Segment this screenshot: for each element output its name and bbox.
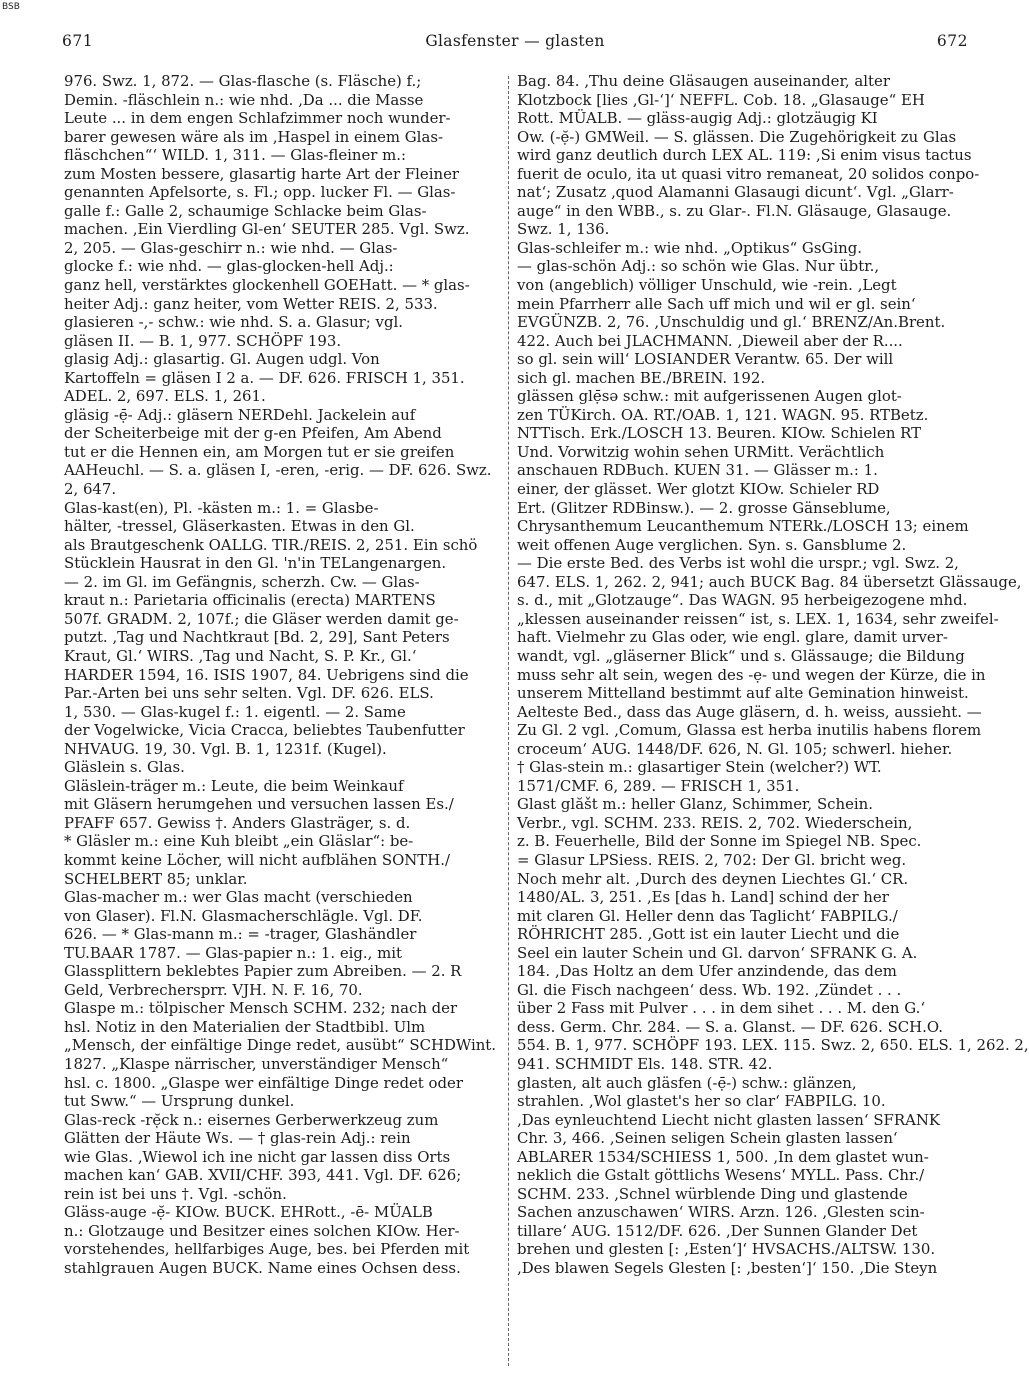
text-line: NHVAUG. 19, 30. Vgl. B. 1, 1231f. (Kugel). (64, 739, 387, 758)
text-line: fläschchen“‘ WILD. 1, 311. — Glas-fleiner m.: (64, 146, 407, 165)
text-line: der Scheiterbeige mit der g-en Pfeifen, Am Abend (64, 424, 442, 443)
text-line: glasieren -,- schw.: wie nhd. S. a. Glasur; vgl. (64, 313, 403, 332)
text-line: unserem Mittelland bestimmt auf alte Gemination hinweist. (517, 684, 969, 703)
text-line: Glätten der Häute Ws. — † glas-rein Adj.: rein (64, 1129, 411, 1148)
text-line: Glas-schleifer m.: wie nhd. „Optikus“ GsGing. (517, 238, 862, 257)
page-header (62, 32, 968, 56)
text-line: zum Mosten bessere, glasartig harte Art der Fleiner (64, 164, 460, 183)
text-line: s. d., mit „Glotzauge“. Das WAGN. 95 herbeigezogene mhd. (517, 591, 968, 610)
text-line: ‚Des blawen Segels Glesten [: ‚besten‘]‘ 150. ‚Die Steyn (517, 1259, 938, 1277)
text-line: Glas-macher m.: wer Glas macht (verschieden (64, 888, 413, 907)
text-line: — glas-schön Adj.: so schön wie Glas. Nur übtr., (517, 257, 880, 276)
text-line: glasig Adj.: glasartig. Gl. Augen udgl. Von (64, 350, 380, 369)
text-line: machen kan‘ GAB. XVII/CHF. 393, 441. Vgl. DF. 626; (64, 1166, 462, 1185)
text-line: mein Pfarrherr alle Sach uff mich und wil er gl. sein‘ (517, 294, 916, 313)
text-line: Ow. (-ẹ̆-) GMWeil. — S. glässen. Die Zugehörigkeit zu Glas (517, 127, 957, 146)
text-line: RÖHRICHT 285. ‚Gott ist ein lauter Liecht und die (517, 925, 900, 944)
text-line: NTTisch. Erk./LOSCH 13. Beuren. KIOw. Schielen RT (517, 424, 922, 443)
text-line: Swz. 1, 136. (517, 220, 610, 239)
text-line: genannten Apfelsorte, s. Fl.; opp. lucker Fl. — Glas- (64, 183, 456, 202)
text-line: Klotzbock [lies ‚Gl-‘]‘ NEFFL. Cob. 18. „Glasauge“ EH (517, 90, 925, 109)
right-column (517, 72, 1029, 1278)
text-line: von (angeblich) völliger Unschuld, wie -rein. ‚Legt (517, 276, 897, 295)
text-line: 1, 530. — Glas-kugel f.: 1. eigentl. — 2. Same (64, 702, 406, 721)
text-line: mit Gläsern herumgehen und versuchen lassen Es./ (64, 795, 454, 814)
text-line: nat‘; Zusatz ‚quod Alamanni Glasaugi dicunt‘. Vgl. „Glarr- (517, 183, 954, 202)
text-line: glocke f.: wie nhd. — glas-glocken-hell Adj.: (64, 257, 394, 276)
text-line: so gl. sein will‘ LOSIANDER Verantw. 65. Der will (517, 350, 894, 369)
text-line: Und. Vorwitzig wohin sehen URMitt. Verächtlich (517, 442, 885, 461)
text-line: Geld, Verbrechersprr. VJH. N. F. 16, 70. (64, 980, 363, 999)
text-line: neklich die Gstalt göttlichs Wesens‘ MYLL. Pass. Chr./ (517, 1166, 925, 1185)
text-line: mit claren Gl. Heller denn das Taglicht‘ FABPILG./ (517, 906, 898, 925)
text-line: ganz hell, verstärktes glockenhell GOEHatt. — * glas- (64, 276, 470, 295)
text-line: 2, 647. (64, 480, 117, 499)
text-line: SCHELBERT 85; unklar. (64, 869, 248, 888)
text-line: hälter, -tressel, Gläserkasten. Etwas in den Gl. (64, 517, 415, 536)
text-line: „Mensch, der einfältige Dinge redet, ausübt“ SCHDWint. (64, 1036, 497, 1055)
text-line: wie Glas. ‚Wiewol ich ine nicht gar lassen diss Orts (64, 1147, 451, 1166)
text-line: 1480/AL. 3, 251. ‚Es [das h. Land] schind der her (517, 888, 889, 907)
text-line: ADEL. 2, 697. ELS. 1, 261. (64, 387, 266, 406)
text-line: n.: Glotzauge und Besitzer eines solchen KIOw. Her- (64, 1221, 460, 1240)
text-line: barer gewesen wäre als im ‚Haspel in einem Glas- (64, 127, 443, 146)
text-line: weit offenen Auge verglichen. Syn. s. Gansblume 2. (517, 535, 907, 554)
text-line: fuerit de oculo, ita ut quasi vitro remaneat, 20 solidos conpo- (517, 164, 980, 183)
text-line: PFAFF 657. Gewiss †. Anders Glasträger, s. d. (64, 813, 411, 832)
text-line: 2, 205. — Glas-geschirr n.: wie nhd. — Glas- (64, 238, 398, 257)
text-line: glasten, alt auch gläsfen (-ẹ̄-) schw.: glänzen, (517, 1073, 857, 1092)
text-line: Noch mehr alt. ‚Durch des deynen Liechtes Gl.‘ CR. (517, 869, 909, 888)
page-number-right: 672 (936, 32, 968, 50)
page-number-left: 671 (62, 32, 94, 50)
text-line: 1571/CMF. 6, 289. — FRISCH 1, 351. (517, 776, 800, 795)
text-line: brehen und glesten [: ‚Esten‘]‘ HVSACHS./ALTSW. 130. (517, 1240, 936, 1259)
text-line: galle f.: Galle 2, schaumige Schlacke beim Glas- (64, 201, 427, 220)
text-line: gläsen II. — B. 1, 977. SCHÖPF 193. (64, 331, 342, 350)
text-line: der Vogelwicke, Vicia Cracca, beliebtes Taubenfutter (64, 721, 465, 740)
text-line: Demin. -fläschlein n.: wie nhd. ‚Da ... die Masse (64, 90, 424, 109)
text-line: wandt, vgl. „gläserner Blick“ und s. Glässauge; die Bildung (517, 646, 965, 665)
text-line: z. B. Feuerhelle, Bild der Sonne im Spiegel NB. Spec. (517, 832, 922, 851)
text-line: über 2 Fass mit Pulver . . . in dem sihet . . . M. den G.‘ (517, 999, 926, 1018)
text-line: croceum‘ AUG. 1448/DF. 626, N. Gl. 105; schwerl. hieher. (517, 739, 953, 758)
text-line: Kartoffeln = gläsen I 2 a. — DF. 626. FRISCH 1, 351. (64, 368, 465, 387)
text-line: 1827. „Klaspe närrischer, unverständiger Mensch“ (64, 1054, 449, 1073)
text-line: hsl. c. 1800. „Glaspe wer einfältige Dinge redet oder (64, 1073, 463, 1092)
text-line: muss sehr alt sein, wegen des -ẹ- und wegen der Kürze, die in (517, 665, 986, 684)
text-line: — 2. im Gl. im Gefängnis, scherzh. Cw. — Glas- (64, 572, 420, 591)
text-line: Verbr., vgl. SCHM. 233. REIS. 2, 702. Wiederschein, (517, 813, 913, 832)
text-line: Glas-kast(en), Pl. -kästen m.: 1. = Glasbe- (64, 498, 379, 517)
text-line: kommt keine Löcher, will nicht aufblähen SONTH./ (64, 850, 450, 869)
text-line: Gl. die Fisch nachgeen‘ dess. Wb. 192. ‚Zündet . . . (517, 980, 902, 999)
text-line: Chr. 3, 466. ‚Seinen seligen Schein glasten lassen‘ (517, 1129, 898, 1148)
text-line: auge“ in den WBB., s. zu Glar-. Fl.N. Gläsauge, Glasauge. (517, 201, 952, 220)
text-line: dess. Germ. Chr. 284. — S. a. Glanst. — DF. 626. SCH.O. (517, 1017, 943, 1036)
column-divider (508, 76, 509, 1366)
text-line: hsl. Notiz in den Materialien der Stadtbibl. Ulm (64, 1017, 426, 1036)
text-line: Ert. (Glitzer RDBinsw.). — 2. grosse Gänseblume, (517, 498, 891, 517)
text-line: sich gl. machen BE./BREIN. 192. (517, 368, 766, 387)
text-line: Glassplittern beklebtes Papier zum Abreiben. — 2. R (64, 962, 462, 981)
text-line: 184. ‚Das Holtz an dem Ufer anzindende, das dem (517, 962, 897, 981)
text-line: TU.BAAR 1787. — Glas-papier n.: 1. eig., mit (64, 943, 402, 962)
text-line: vorstehendes, hellfarbiges Auge, bes. bei Pferden mit (64, 1240, 470, 1259)
text-line: 554. B. 1, 977. SCHÖPF 193. LEX. 115. Swz. 2, 650. ELS. 1, 262. 2, (517, 1036, 1029, 1055)
library-stamp: BSB (2, 2, 20, 12)
text-line: glässen glẹ̄sə schw.: mit aufgerissenen Augen glot- (517, 387, 902, 406)
text-line: Zu Gl. 2 vgl. ‚Comum, Glassa est herba inutilis habens florem (517, 721, 982, 740)
text-line: 941. SCHMIDT Els. 148. STR. 42. (517, 1054, 773, 1073)
text-line: Gläslein s. Glas. (64, 758, 185, 777)
text-line: gläsig -ẹ̄- Adj.: gläsern NERDehl. Jackelein auf (64, 405, 416, 424)
text-line: ABLARER 1534/SCHIESS 1, 500. ‚In dem glastet wun- (517, 1147, 929, 1166)
text-line: Leute ... in dem engen Schlafzimmer noch wunder- (64, 109, 451, 128)
text-line: tut Sww.“ — Ursprung dunkel. (64, 1092, 295, 1111)
text-line: haft. Vielmehr zu Glas oder, wie engl. glare, damit urver- (517, 628, 948, 647)
text-line: kraut n.: Parietaria officinalis (erecta) MARTENS (64, 591, 436, 610)
text-line: stahlgrauen Augen BUCK. Name eines Ochsen dess. (64, 1259, 461, 1277)
text-line: Gläslein-träger m.: Leute, die beim Weinkauf (64, 776, 404, 795)
text-line: Chrysanthemum Leucanthemum NTERk./LOSCH 13; einem (517, 517, 969, 536)
text-line: Glas-reck -rẹ̆ck n.: eisernes Gerberwerkzeug zum (64, 1110, 439, 1129)
text-line: 422. Auch bei JLACHMANN. ‚Dieweil aber der R.... (517, 331, 903, 350)
text-line: Glast glăšt m.: heller Glanz, Schimmer, Schein. (517, 795, 873, 814)
text-line: ‚Das eynleuchtend Liecht nicht glasten lassen‘ SFRANK (517, 1110, 940, 1129)
text-line: AAHeuchl. — S. a. gläsen I, -eren, -erig. — DF. 626. Swz. (64, 461, 492, 480)
text-line: Aelteste Bed., dass das Auge gläsern, d. h. weiss, aussieht. — (517, 702, 982, 721)
text-line: von Glaser). Fl.N. Glasmacherschlägle. Vgl. DF. (64, 906, 423, 925)
text-line: wird ganz deutlich durch LEX AL. 119: ‚Si enim visus tactus (517, 146, 972, 165)
text-line: als Brautgeschenk OALLG. TIR./REIS. 2, 251. Ein schö (64, 535, 478, 554)
text-line: tillare‘ AUG. 1512/DF. 626. ‚Der Sunnen Glander Det (517, 1221, 918, 1240)
text-line: — Die erste Bed. des Verbs ist wohl die urspr.; vgl. Swz. 2, (517, 554, 959, 573)
text-line: strahlen. ‚Wol glastet's her so clar‘ FABPILG. 10. (517, 1092, 886, 1111)
left-column (64, 72, 504, 1278)
running-title: Glasfenster — glasten (425, 32, 605, 50)
text-line: einer, der glässet. Wer glotzt KIOw. Schieler RD (517, 480, 880, 499)
text-line: EVGÜNZB. 2, 76. ‚Unschuldig und gl.‘ BRENZ/An.Brent. (517, 313, 946, 332)
text-line: = Glasur LPSiess. REIS. 2, 702: Der Gl. bricht weg. (517, 850, 907, 869)
text-line: Bag. 84. ‚Thu deine Gläsaugen auseinander, alter (517, 72, 890, 90)
text-line: „klessen auseinander reissen“ ist, s. LEX. 1, 1634, sehr zweifel- (517, 609, 999, 628)
text-line: Seel ein lauter Schein und Gl. darvon‘ SFRANK G. A. (517, 943, 918, 962)
text-line: machen. ‚Ein Vierdling Gl-en‘ SEUTER 285. Vgl. Swz. (64, 220, 470, 239)
text-line: putzt. ‚Tag und Nachtkraut [Bd. 2, 29], Sant Peters (64, 628, 450, 647)
text-line: Par.-Arten bei uns sehr selten. Vgl. DF. 626. ELS. (64, 684, 434, 703)
text-line: SCHM. 233. ‚Schnel würblende Ding und glastende (517, 1184, 908, 1203)
text-line: Gläss-auge -ẹ̆- KIOw. BUCK. EHRott., -ē- MÜALB (64, 1203, 433, 1222)
text-line: Glaspe m.: tölpischer Mensch SCHM. 232; nach der (64, 999, 458, 1018)
text-line: zen TÜKirch. OA. RT./OAB. 1, 121. WAGN. 95. RTBetz. (517, 405, 929, 424)
text-line: rein ist bei uns †. Vgl. -schön. (64, 1184, 287, 1203)
text-line: Stücklein Hausrat in den Gl. 'n'in TELangenargen. (64, 554, 447, 573)
text-line: 647. ELS. 1, 262. 2, 941; auch BUCK Bag. 84 übersetzt Glässauge, (517, 572, 1022, 591)
text-line: 507f. GRADM. 2, 107f.; die Gläser werden damit ge- (64, 609, 459, 628)
text-line: anschauen RDBuch. KUEN 31. — Glässer m.: 1. (517, 461, 878, 480)
text-line: Kraut, Gl.‘ WIRS. ‚Tag und Nacht, S. P. Kr., Gl.‘ (64, 646, 417, 665)
text-line: 626. — * Glas-mann m.: = -trager, Glashändler (64, 925, 417, 944)
text-line: Rott. MÜALB. — gläss-augig Adj.: glotzäugig KI (517, 109, 878, 128)
text-line: HARDER 1594, 16. ISIS 1907, 84. Uebrigens sind die (64, 665, 469, 684)
text-line: heiter Adj.: ganz heiter, vom Wetter REIS. 2, 533. (64, 294, 438, 313)
text-line: 976. Swz. 1, 872. — Glas-flasche (s. Fläsche) f.; (64, 72, 422, 90)
text-line: tut er die Hennen ein, am Morgen tut er sie greifen (64, 442, 455, 461)
text-line: Sachen anzuschawen‘ WIRS. Arzn. 126. ‚Glesten scin- (517, 1203, 925, 1222)
text-line: † Glas-stein m.: glasartiger Stein (welcher?) WT. (517, 758, 882, 777)
text-line: * Gläsler m.: eine Kuh bleibt „ein Gläslar“: be- (64, 832, 414, 851)
